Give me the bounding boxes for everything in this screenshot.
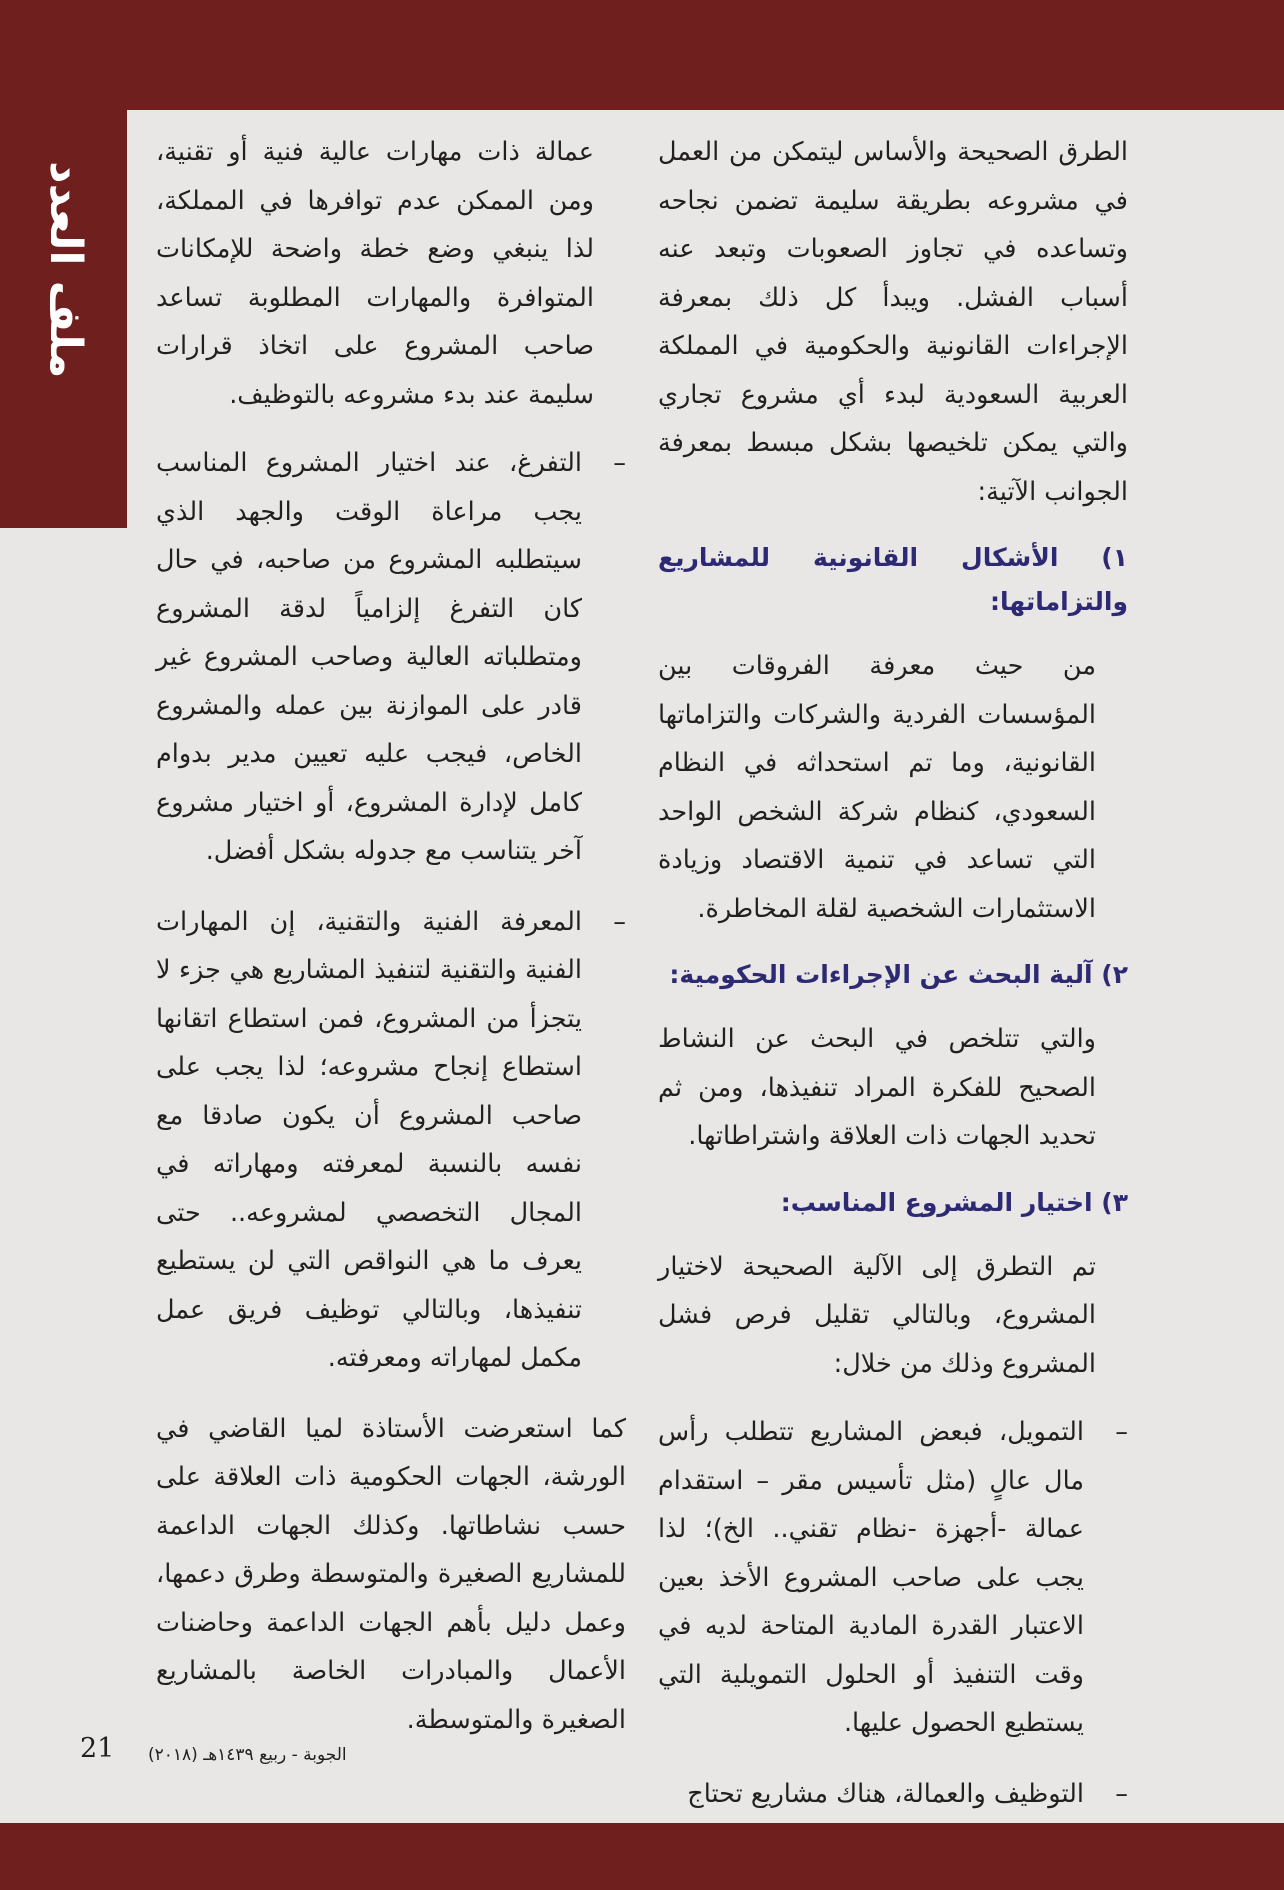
bullet-dedication-text: التفرغ، عند اختيار المشروع المناسب يجب مراعاة الوقت والجهد الذي سيتطلبه المشروع من صاحبه، في حال كان التفرغ إلزامياً لدقة المشروع ومتطلباته العالية وصاحب المشروع غير قادر على الموازنة بين عمله والمشروع الخاص، فيجب عليه تعيين مدير بدوام كامل لإدارة المشروع، أو اختيار مشروع آخر يتناسب مع جدوله بشكل أفضل. [156, 448, 582, 866]
section2-paragraph: والتي تتلخص في البحث عن النشاط الصحيح للفكرة المراد تنفيذها، ومن ثم تحديد الجهات ذات العلاقة واشتراطاتها. [658, 1024, 1096, 1151]
section-tab-label: ملف العدد [40, 161, 91, 379]
section1-paragraph: من حيث معرفة الفروقات بين المؤسسات الفردية والشركات والتزاماتها القانونية، وما تم استحداثه في النظام السعودي، كنظام شركة الشخص الواحد التي تساعد في تنمية الاقتصاد وزيادة الاستثمارات الشخصية لقلة المخاطرة. [658, 651, 1096, 924]
section2-heading: ٢) آلية البحث عن الإجراءات الحكومية: [669, 960, 1128, 989]
bullet-dash: – [613, 448, 626, 478]
section3-paragraph: تم التطرق إلى الآلية الصحيحة لاختيار المشروع، وبالتالي تقليل فرص فشل المشروع وذلك من خلال: [658, 1251, 1096, 1379]
bullet-employment-text: التوظيف والعمالة، هناك مشاريع تحتاج [687, 1778, 1084, 1809]
page-number: 21 [80, 1733, 115, 1764]
bullet-dash: – [1115, 1417, 1128, 1447]
bullet-dash: – [613, 906, 626, 937]
closing-paragraph: كما استعرضت الأستاذة لميا القاضي في الورشة، الجهات الحكومية ذات العلاقة على حسب نشاطاتها. وكذلك الجهات الداعمة للمشاريع الصغيرة والمتوسطة وطرق دعمها، وعمل دليل بأهم الجهات الداعمة وحاضنات الأعمال والمبادرات الخاصة بالمشاريع الصغيرة والمتوسطة. [156, 1413, 626, 1735]
bullet-funding-text: التمويل، فبعض المشاريع تتطلب رأس مال عالٍ (مثل تأسيس مقر – استقدام عمالة -أجهزة -نظام تقني.. الخ)؛ لذا يجب على صاحب المشروع الأخذ بعين الاعتبار القدرة المادية المتاحة لديه في وقت التنفيذ أو الحلول التمويلية التي يستطيع الحصول عليها. [658, 1417, 1084, 1738]
top-band [0, 0, 1284, 110]
section3-heading: ٣) اختيار المشروع المناسب: [780, 1187, 1128, 1217]
bullet-employment [658, 1770, 1128, 1819]
right-column [658, 128, 1128, 1840]
bullet-knowledge [156, 898, 626, 1383]
employment-continuation: عمالة ذات مهارات عالية فنية أو تقنية، ومن الممكن عدم توافرها في المملكة، لذا ينبغي وضع خطة واضحة للإمكانات المتوافرة والمهارات المطلوبة تساعد صاحب المشروع على اتخاذ قرارات سليمة عند بدء مشروعه بالتوظيف. [156, 137, 594, 410]
left-column [156, 128, 626, 1764]
bullet-dedication [156, 439, 626, 876]
bullet-knowledge-text: المعرفة الفنية والتقنية، إن المهارات الفنية والتقنية لتنفيذ المشاريع هي جزء لا يتجزأ من المشروع، فمن استطاع اتقانها استطاع إنجاح مشروعه؛ لذا يجب على صاحب المشروع أن يكون صادقا مع نفسه بالنسبة لمعرفته ومهاراته في المجال التخصصي لمشروعه.. حتى يعرف ما هي النواقص التي لن يستطيع تنفيذها، وبالتالي توظيف فريق عمل مكمل لمهاراته ومعرفته. [156, 906, 582, 1373]
section-tab [0, 0, 127, 528]
bullet-dash: – [1115, 1778, 1128, 1809]
magazine-issue: الجوبة - ربيع ١٤٣٩هـ (٢٠١٨) [148, 1745, 347, 1765]
section1-heading: ١) الأشكال القانونية للمشاريع والتزاماتها: [658, 543, 1128, 616]
bottom-band [0, 1823, 1284, 1890]
bullet-funding [658, 1408, 1128, 1748]
intro-paragraph: الطرق الصحيحة والأساس ليتمكن من العمل في مشروعه بطريقة سليمة تضمن نجاحه وتساعده في تجاوز الصعوبات وتبعد عنه أسباب الفشل. ويبدأ كل ذلك بمعرفة الإجراءات القانونية والحكومية في المملكة العربية السعودية لبدء أي مشروع تجاري والتي يمكن تلخيصها بشكل مبسط بمعرفة الجوانب الآتية: [658, 137, 1128, 507]
